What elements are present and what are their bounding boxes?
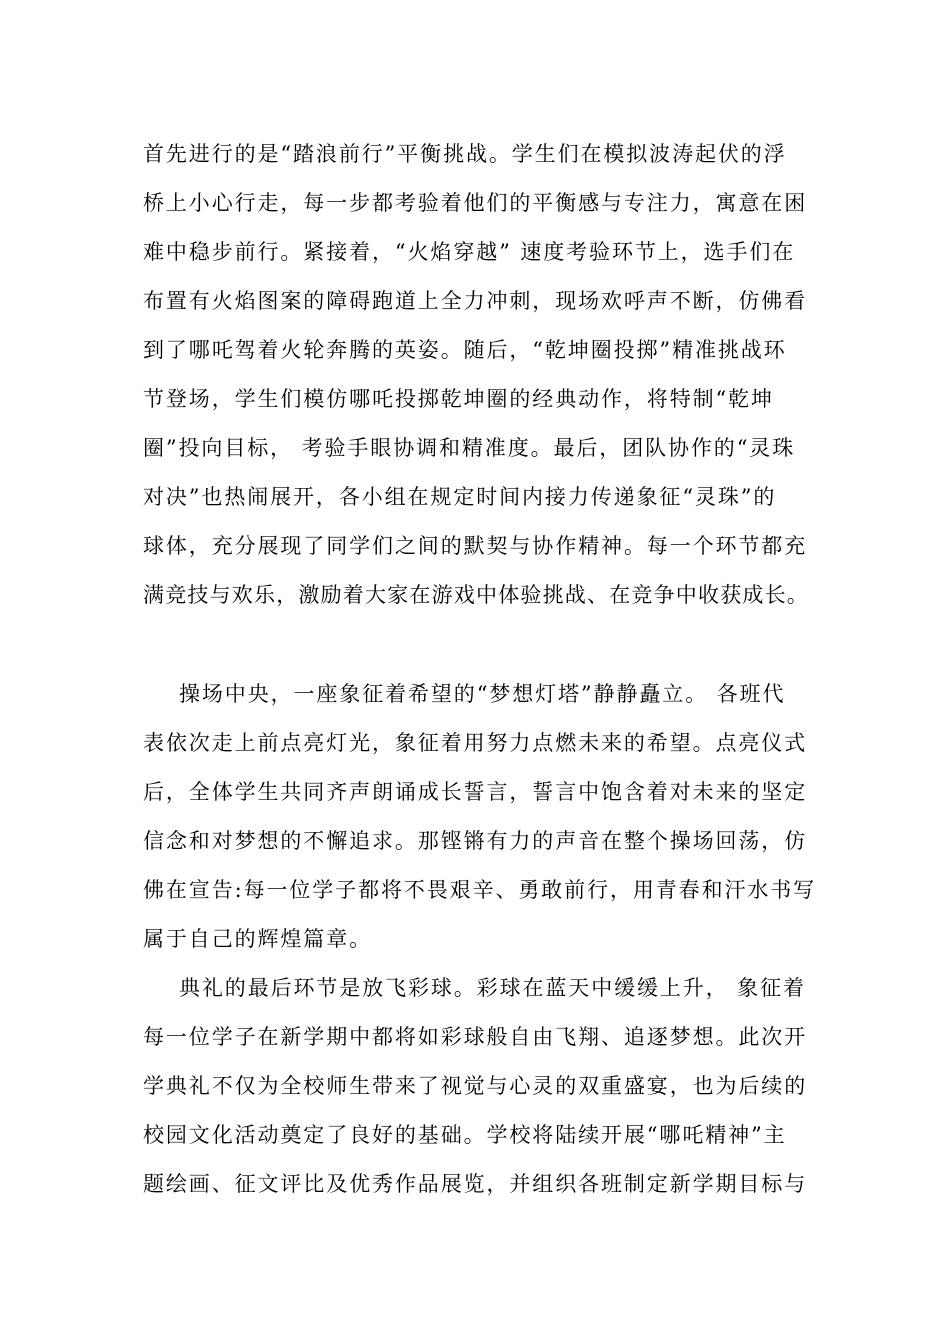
text-line: 题绘画、征文评比及优秀作品展览，并组织各班制定新学期目标与: [143, 1172, 808, 1196]
text-line: 首先进行的是“踏浪前行”平衡挑战。学生们在模拟波涛起伏的浮: [143, 142, 787, 166]
text-line: 布置有火焰图案的障碍跑道上全力冲刺，现场欢呼声不断，仿佛看: [143, 289, 808, 313]
text-line: 桥上小心行走，每一步都考验着他们的平衡感与专注力，寓意在困: [143, 191, 808, 215]
text-line: 校园文化活动奠定了良好的基础。学校将陆续开展“哪吒精神”主: [143, 1123, 787, 1147]
text-line: 属于自己的辉煌篇章。: [143, 927, 372, 951]
text-line: 圈”投向目标， 考验手眼协调和精准度。最后，团队协作的“灵珠: [143, 436, 796, 460]
text-line: 满竞技与欢乐，激励着大家在游戏中体验挑战、在竞争中收获成长。: [143, 583, 809, 607]
text-line: 每一位学子在新学期中都将如彩球般自由飞翔、追逐梦想。此次开: [143, 1025, 808, 1049]
text-line: 到了哪吒驾着火轮奔腾的英姿。随后，“乾坤圈投掷”精准挑战环: [143, 338, 787, 362]
text-line: 佛在宣告:每一位学子都将不畏艰辛、勇敢前行，用青春和汗水书写: [143, 878, 817, 902]
text-line: 后，全体学生共同齐声朗诵成长誓言，誓言中饱含着对未来的坚定: [143, 780, 808, 804]
text-line: 球体，充分展现了同学们之间的默契与协作精神。每一个环节都充: [143, 534, 808, 558]
text-line: 信念和对梦想的不懈追求。那铿锵有力的声音在整个操场回荡，仿: [143, 829, 808, 853]
text-line: 对决”也热闹展开，各小组在规定时间内接力传递象征“灵珠”的: [143, 485, 777, 509]
text-line: 操场中央，一座象征着希望的“梦想灯塔”静静矗立。 各班代: [179, 682, 786, 706]
text-line: 难中稳步前行。紧接着，“火焰穿越” 速度考验环节上，选手们在: [143, 240, 796, 264]
text-line: 典礼的最后环节是放飞彩球。彩球在蓝天中缓缓上升， 象征着: [179, 976, 806, 1000]
text-line: 学典礼不仅为全校师生带来了视觉与心灵的双重盛宴，也为后续的: [143, 1074, 808, 1098]
text-line: 节登场，学生们模仿哪吒投掷乾坤圈的经典动作，将特制“乾坤: [143, 387, 774, 411]
text-line: 表依次走上前点亮灯光，象征着用努力点燃未来的希望。点亮仪式: [143, 731, 808, 755]
